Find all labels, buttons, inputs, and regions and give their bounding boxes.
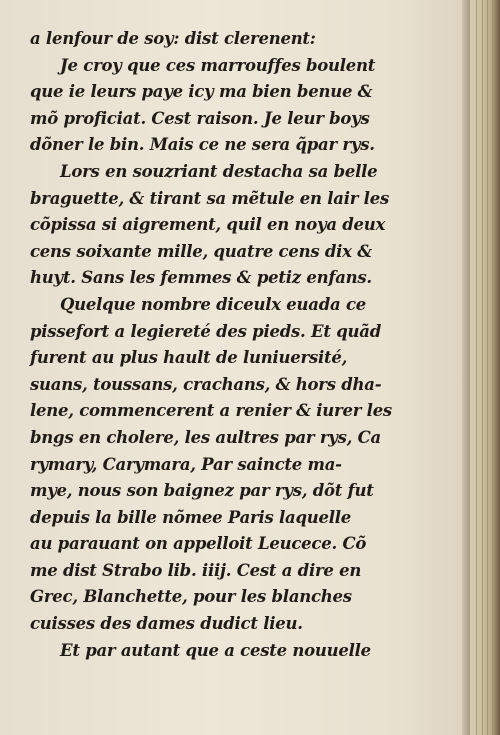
text-line: Grec, Blanchette, pour les blanches	[30, 587, 352, 607]
text-line: que ie leurs paye icy ma bien benue &	[30, 82, 373, 102]
text-line: dõner le bin. Mais ce ne sera q̃par rys.	[30, 135, 375, 155]
text-line: pissefort a legiereté des pieds. Et quãd	[30, 321, 381, 341]
text-line: Lors en souzriant destacha sa belle	[60, 161, 378, 181]
text-line: depuis la bille nõmee Paris laquelle	[30, 507, 352, 527]
text-line: braguette, & tirant sa mẽtule en lair les	[30, 188, 389, 208]
page-text	[30, 26, 440, 664]
text-line: furent au plus hault de luniuersité,	[30, 348, 348, 368]
text-line: mõ proficiat. Cest raison. Je leur boys	[30, 108, 370, 128]
text-line: Et par autant que a ceste nouuelle	[60, 640, 371, 660]
text-line: a lenfour de soy: dist clerenent:	[30, 29, 316, 48]
text-line: cuisses des dames dudict lieu.	[30, 614, 303, 634]
text-line: Je croy que ces marrouffes boulent	[60, 55, 376, 75]
text-line: au parauant on appelloit Leucece. Cõ	[30, 534, 367, 554]
page-gutter	[462, 0, 470, 735]
text-line: Quelque nombre diceulx euada ce	[60, 294, 366, 314]
text-line: cõpissa si aigrement, quil en noya deux	[30, 215, 386, 235]
text-line: suans, toussans, crachans, & hors dha-	[30, 374, 382, 394]
text-line: cens soixante mille, quatre cens dix &	[30, 241, 372, 261]
text-line: lene, commencerent a renier & iurer les	[30, 401, 392, 421]
text-line: rymary, Carymara, Par saincte ma-	[30, 454, 342, 474]
text-line: huyt. Sans les femmes & petiz enfans.	[30, 268, 372, 288]
page-edges	[470, 0, 500, 735]
text-line: mye, nous son baignez par rys, dõt fut	[30, 481, 374, 501]
text-line: me dist Strabo lib. iiij. Cest a dire en	[30, 560, 362, 580]
text-line: bngs en cholere, les aultres par rys, Ca	[30, 427, 381, 447]
